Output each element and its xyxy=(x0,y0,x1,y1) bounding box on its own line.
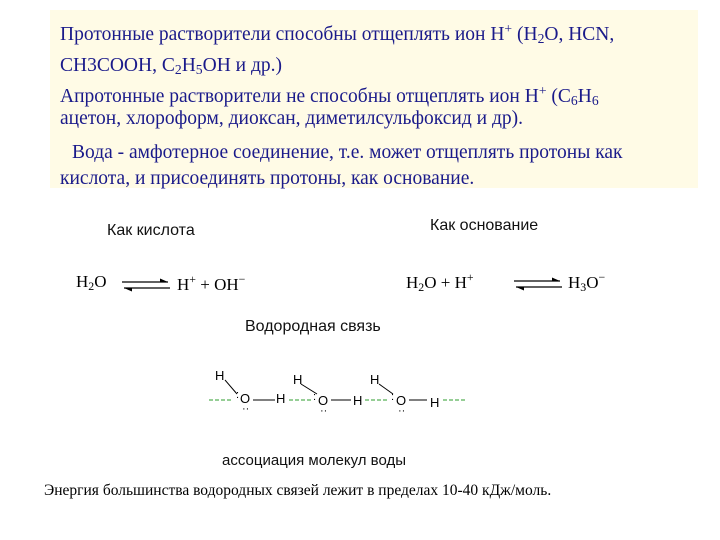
protic-text-b: (Н xyxy=(512,24,538,45)
definitions-box xyxy=(50,10,698,188)
sub-2: 2 xyxy=(537,31,545,46)
base-eq-left: $H_2O + H^+$ xyxy=(406,270,474,294)
atom-h-6: H xyxy=(430,395,440,410)
sub-5: 5 xyxy=(195,62,203,77)
as-acid-label: Как кислота xyxy=(107,222,195,239)
atom-h-3: H xyxy=(293,372,303,387)
hbond-title: Водородная связь xyxy=(245,318,381,335)
lone-pair-2b: ·· xyxy=(320,405,328,417)
aprotic-text-d: ацетон, хлороформ, диоксан, диметилсульфоксид и др). xyxy=(60,108,524,129)
protic-text: Протонные растворители способны отщеплять ион Н xyxy=(60,24,505,45)
equilibrium-arrow-base xyxy=(512,275,564,293)
atom-o-1: O xyxy=(240,391,251,406)
atom-h-4: H xyxy=(353,393,363,408)
lone-pair-2a: : xyxy=(313,391,317,403)
atom-o-2: O xyxy=(318,393,329,408)
atom-h-2: H xyxy=(276,391,286,406)
water-line-2 xyxy=(60,167,700,191)
atom-h-1: H xyxy=(215,368,225,383)
protic-text-e: H xyxy=(181,55,196,76)
lone-pair-3b: ·· xyxy=(398,405,406,417)
acid-eq-left: $H_2O$ xyxy=(76,272,107,293)
sub-6: 6 xyxy=(591,93,599,108)
water-text-2: кислота, и присоединять протоны, как основание. xyxy=(60,168,475,189)
lone-pair-3a: : xyxy=(391,391,395,403)
sup-plus: + xyxy=(538,83,547,98)
acid-eq-right: H+ + OH− xyxy=(177,272,246,294)
sub-2: 2 xyxy=(174,62,182,77)
energy-note: Энергия большинства водородных связей лежит в пределах 10-40 кДж/моль. xyxy=(44,482,552,499)
sup-plus: + xyxy=(504,21,513,36)
atom-h-5: H xyxy=(370,372,380,387)
aprotic-line-2 xyxy=(60,107,700,131)
sub-6: 6 xyxy=(570,93,578,108)
as-base-label: Как основание xyxy=(430,217,539,234)
water-line-1 xyxy=(72,141,712,165)
equilibrium-arrow-acid xyxy=(120,276,172,294)
atom-o-3: O xyxy=(396,393,407,408)
protic-text-f: OH и др.) xyxy=(202,55,282,76)
aprotic-text-b: (С xyxy=(546,86,571,107)
protic-line-2 xyxy=(60,54,700,82)
lone-pair-1b: ·· xyxy=(242,403,250,415)
aprotic-text-c: Н xyxy=(577,86,592,107)
base-eq-right: $H_3O^-$ xyxy=(568,270,606,294)
lone-pair-1a: : xyxy=(236,389,240,401)
association-caption: ассоциация молекул воды xyxy=(222,452,407,469)
water-text-1: Вода - амфотерное соединение, т.е. может отщеплять протоны как xyxy=(72,142,623,163)
protic-text-d: CH3COOH, C xyxy=(60,55,175,76)
protic-text-c: О, HCN, xyxy=(544,24,615,45)
protic-line-1 xyxy=(60,17,700,51)
aprotic-text: Апротонные растворители не способны отщеплять ион Н xyxy=(60,86,539,107)
